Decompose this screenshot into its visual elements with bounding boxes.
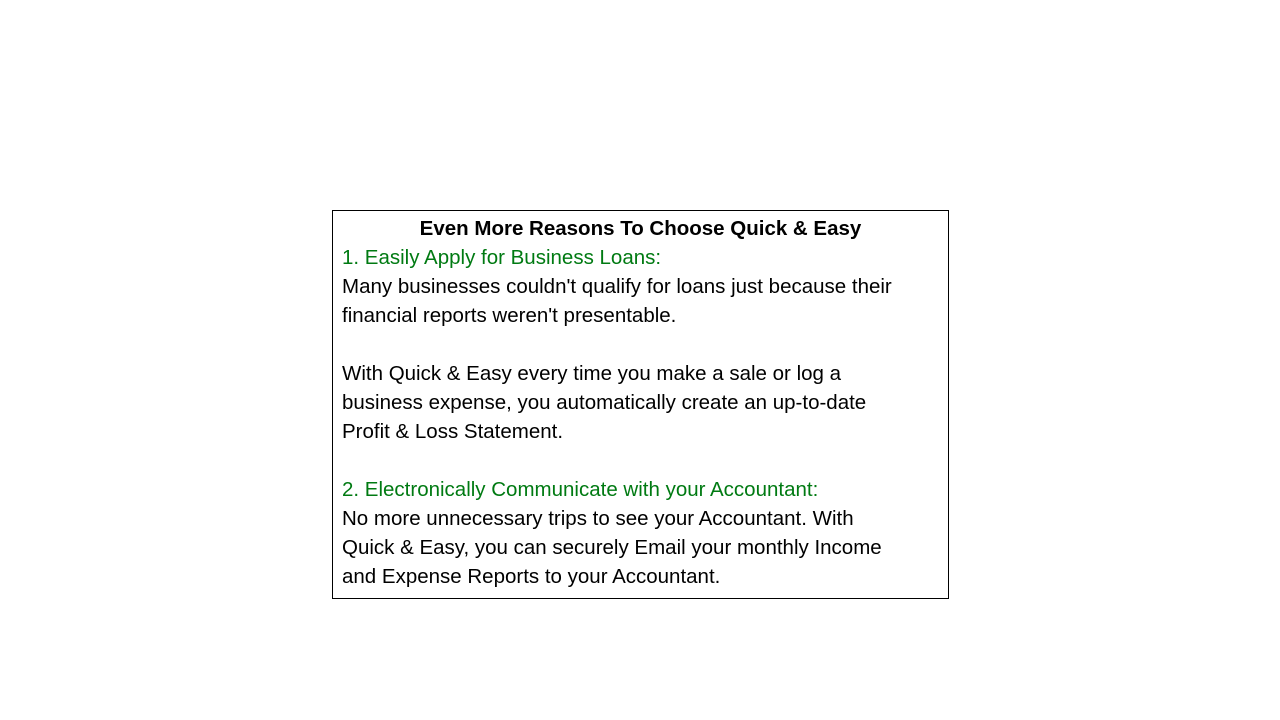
section-spacer: [342, 446, 939, 475]
section1-paragraph2-line1: With Quick & Easy every time you make a sale or log a: [342, 362, 842, 385]
paragraph-spacer: [342, 330, 939, 359]
section1-paragraph2: [342, 359, 939, 446]
section2-heading: 2. Electronically Communicate with your Accountant:: [342, 478, 819, 501]
reasons-text-box: [332, 210, 949, 599]
section1-paragraph1-line2: financial reports weren't presentable.: [342, 304, 677, 327]
section2-paragraph-line3: and Expense Reports to your Accountant.: [342, 565, 721, 588]
section2-paragraph: [342, 504, 939, 591]
section1-paragraph2-line3: Profit & Loss Statement.: [342, 420, 564, 443]
reasons-content: [333, 211, 948, 591]
section1-paragraph2-line2: business expense, you automatically create an up-to-date: [342, 391, 867, 414]
section1-paragraph1-line1: Many businesses couldn't qualify for loans just because their: [342, 275, 892, 298]
section2-paragraph-line2: Quick & Easy, you can securely Email your monthly Income: [342, 536, 882, 559]
box-title: Even More Reasons To Choose Quick & Easy: [419, 217, 862, 240]
section1-heading: 1. Easily Apply for Business Loans:: [342, 246, 662, 269]
section1-paragraph1: [342, 272, 939, 330]
section2-paragraph-line1: No more unnecessary trips to see your Accountant. With: [342, 507, 854, 530]
